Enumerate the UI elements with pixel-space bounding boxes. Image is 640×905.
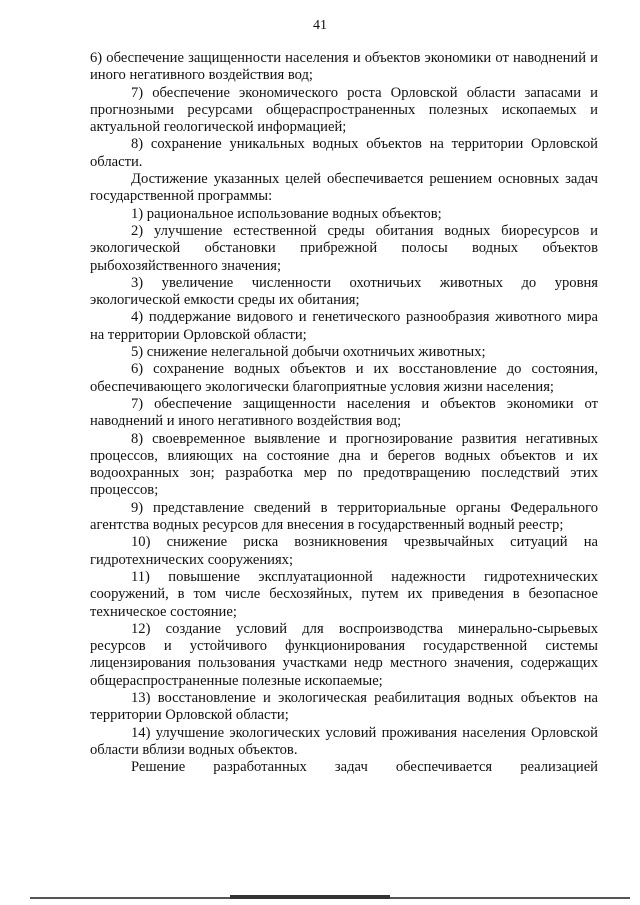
list-item-task-5: 5) снижение нелегальной добычи охотничьих животных; bbox=[131, 344, 486, 361]
tasks-intro-paragraph: Достижение указанных целей обеспечивается решением основных задач государственной программы: bbox=[90, 171, 598, 205]
list-item-task-7: 7) обеспечение защищенности населения и объектов экономики от наводнений и иного негативного воздействия вод; bbox=[90, 395, 598, 430]
list-item-task-4: 4) поддержание видового и генетического разнообразия животного мира на территории Орловской области; bbox=[90, 309, 598, 343]
list-item-task-14: 14) улучшение экологических условий проживания населения Орловской области вблизи водных объектов. bbox=[90, 724, 598, 758]
page-bottom-scan-mark bbox=[230, 895, 390, 899]
list-item-task-11: 11) повышение эксплуатационной надежности гидротехнических сооружений, в том числе бесхозяйных, путем их приведения в безопасное техническое состояние; bbox=[90, 568, 598, 620]
list-item-task-10: 10) снижение риска возникновения чрезвычайных ситуаций на гидротехнических сооружениях; bbox=[90, 534, 598, 568]
closing-paragraph: Решение разработанных задач обеспечивается реализацией bbox=[131, 759, 598, 776]
list-item-task-1: 1) рациональное использование водных объектов; bbox=[131, 205, 442, 222]
list-item-goal-7: 7) обеспечение экономического роста Орловской области запасами и прогнозными ресурсами общераспространенных полезных ископаемых и актуальной геологической информацией; bbox=[90, 84, 598, 136]
list-item-goal-6: 6) обеспечение защищенности населения и объектов экономики от наводнений и иного негативного воздействия вод; bbox=[90, 50, 598, 84]
page-number: 41 bbox=[313, 18, 327, 33]
list-item-task-8: 8) своевременное выявление и прогнозирование развития негативных процессов, влияющих на состояние дна и берегов водных объектов и их водоохранных зон; разработка мер по предотвращению последствий этих процессов; bbox=[90, 430, 598, 499]
list-item-task-13: 13) восстановление и экологическая реабилитация водных объектов на территории Орловской области; bbox=[90, 689, 598, 724]
list-item-task-9: 9) представление сведений в территориальные органы Федерального агентства водных ресурсов для внесения в государственный водный реестр; bbox=[90, 499, 598, 534]
list-item-task-3: 3) увеличение численности охотничьих животных до уровня экологической емкости среды их обитания; bbox=[90, 274, 598, 309]
document-body bbox=[90, 50, 598, 776]
list-item-goal-8: 8) сохранение уникальных водных объектов на территории Орловской области. bbox=[90, 136, 598, 170]
list-item-task-2: 2) улучшение естественной среды обитания водных биоресурсов и экологической обстановки прибрежной полосы водных объектов рыбохозяйственного значения; bbox=[90, 222, 598, 274]
list-item-task-6: 6) сохранение водных объектов и их восстановление до состояния, обеспечивающего экологически благоприятные условия жизни населения; bbox=[90, 361, 598, 395]
list-item-task-12: 12) создание условий для воспроизводства минерально-сырьевых ресурсов и устойчивого функционирования государственной системы лицензирования пользования участками недр местного значения, содержащих общераспространенные полезные ископаемые; bbox=[90, 620, 598, 689]
